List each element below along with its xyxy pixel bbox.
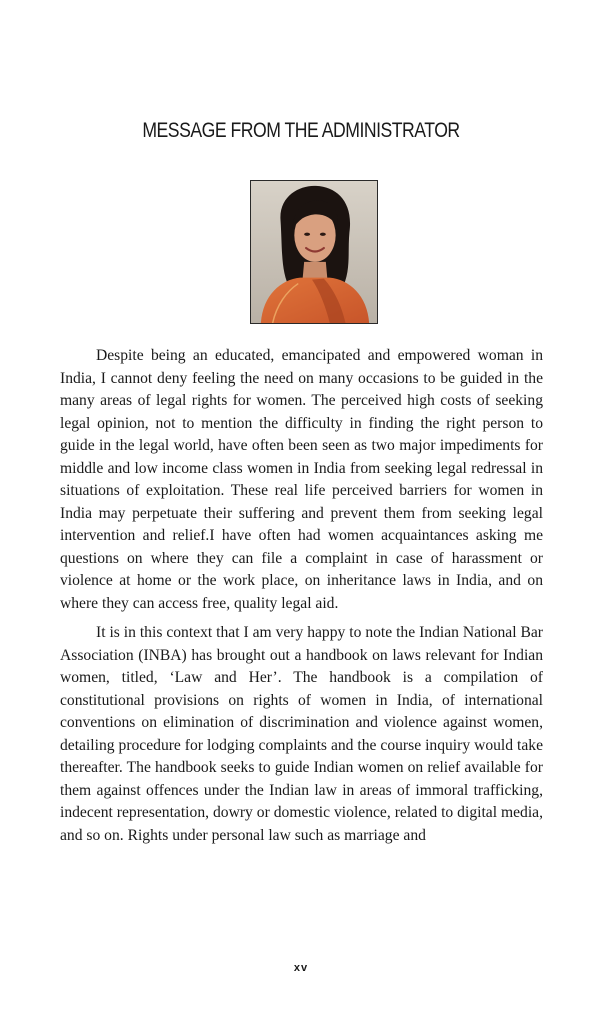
administrator-portrait [250, 180, 378, 324]
page-number: xv [293, 962, 309, 974]
paragraph: It is in this context that I am very happy to note the Indian National Bar Association (INBA) has brought out a handbook on laws relevant for Indian women, titled, ‘Law and Her’. The handbook is a compilation of constitutional provisions on rights of women in India, of international conventions on elimination of discrimination and violence against women, detailing procedure for lodging complaints and the course inquiry would take thereafter. The handbook seeks to guide Indian women on relief available for them against offences under the Indian law in areas of immoral trafficking, indecent representation, dowry or domestic violence, related to digital media, and so on. Rights under personal law such as marriage and [60, 624, 543, 844]
paragraph: Despite being an educated, emancipated and empowered woman in India, I cannot deny feeling the need on many occasions to be guided in the many areas of legal rights for women. The perceived high costs of seeking legal opinion, not to mention the difficulty in finding the right person to guide in the legal world, have often been seen as two major impediments for middle and low income class women in India from seeking legal redressal in situations of exploitation. These real life perceived barriers for women in India may perpetuate their suffering and prevent them from seeking legal intervention and relief.I have often had women acquaintances asking me questions on where they can file a complaint in case of harassment or violence at home or the work place, on inheritance laws in India, and on where they can access free, quality legal aid. [60, 347, 543, 612]
page-title: MESSAGE FROM THE ADMINISTRATOR [142, 118, 460, 142]
message-body [60, 345, 543, 854]
